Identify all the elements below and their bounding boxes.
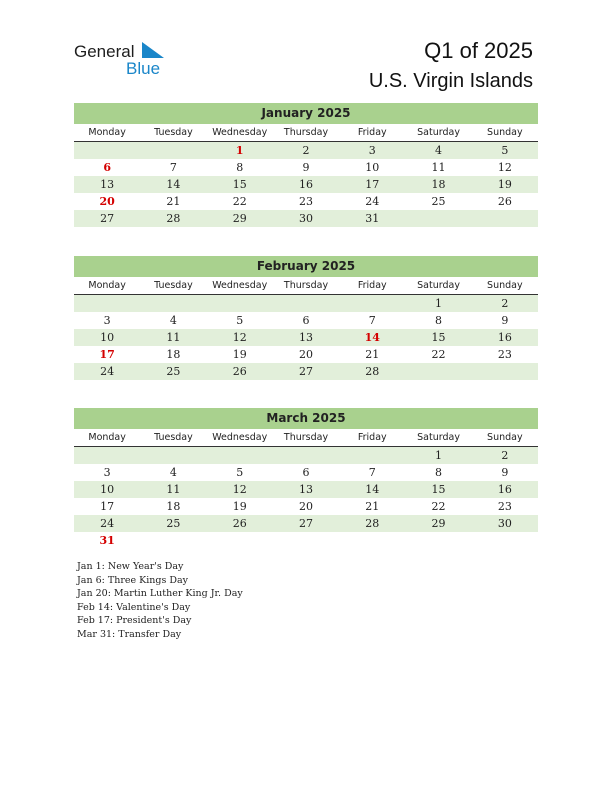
day-cell: 16 — [298, 178, 313, 191]
day-cell: 31 — [99, 534, 115, 547]
weekday-label: Tuesday — [154, 280, 193, 291]
day-cell: 15 — [431, 483, 446, 496]
day-cell: 14 — [365, 483, 380, 496]
day-cell: 15 — [431, 331, 446, 344]
logo — [74, 42, 174, 78]
day-cell: 2 — [501, 449, 509, 462]
day-cell: 25 — [166, 517, 181, 530]
week-row — [74, 193, 538, 210]
weekday-label: Tuesday — [154, 432, 193, 443]
day-cell: 5 — [501, 144, 509, 157]
day-cell: 7 — [169, 161, 177, 174]
week-row — [74, 447, 538, 464]
day-cell: 26 — [232, 517, 247, 530]
month-january — [74, 103, 538, 227]
day-cell: 17 — [100, 500, 115, 513]
weekday-label: Saturday — [417, 280, 460, 291]
week-row — [74, 176, 538, 193]
day-cell: 19 — [497, 178, 512, 191]
week-row — [74, 498, 538, 515]
week-row — [74, 464, 538, 481]
weekday-label: Thursday — [283, 127, 329, 138]
day-cell: 28 — [365, 365, 380, 378]
day-cell: 21 — [365, 348, 380, 361]
month-february — [74, 256, 538, 380]
day-cell: 7 — [368, 314, 376, 327]
day-cell — [140, 295, 206, 312]
week-row — [74, 142, 538, 159]
day-cell: 28 — [166, 212, 181, 225]
day-cell — [472, 532, 538, 549]
day-cell: 8 — [236, 161, 244, 174]
day-cell: 4 — [169, 314, 177, 327]
week-row — [74, 312, 538, 329]
day-cell: 8 — [435, 466, 443, 479]
day-cell: 4 — [435, 144, 443, 157]
day-cell — [207, 295, 273, 312]
day-cell — [140, 447, 206, 464]
day-cell: 22 — [232, 195, 247, 208]
day-cell — [273, 295, 339, 312]
day-cell: 6 — [103, 161, 111, 174]
holiday-item: Jan 1: New Year's Day — [77, 561, 184, 572]
page-subtitle: U.S. Virgin Islands — [368, 70, 533, 92]
day-cell: 23 — [298, 195, 313, 208]
day-cell: 15 — [232, 178, 247, 191]
day-cell — [472, 210, 538, 227]
day-cell: 2 — [501, 297, 509, 310]
day-cell: 3 — [103, 314, 111, 327]
day-cell: 1 — [235, 144, 244, 157]
day-cell: 1 — [435, 297, 443, 310]
page-title: Q1 of 2025 — [424, 38, 533, 63]
day-cell: 25 — [431, 195, 446, 208]
weekday-label: Thursday — [283, 280, 329, 291]
day-cell: 9 — [501, 466, 509, 479]
day-cell: 16 — [497, 331, 512, 344]
month-header: January 2025 — [74, 103, 538, 124]
logo-flag-icon — [142, 42, 164, 60]
weekday-label: Tuesday — [154, 127, 193, 138]
weekday-label: Wednesday — [212, 432, 268, 443]
day-cell: 21 — [365, 500, 380, 513]
day-cell: 30 — [497, 517, 512, 530]
week-row — [74, 210, 538, 227]
day-cell: 11 — [166, 331, 181, 344]
month-march — [74, 408, 538, 549]
day-cell — [405, 532, 471, 549]
weekday-label: Friday — [357, 432, 387, 443]
day-cell: 26 — [232, 365, 247, 378]
week-row — [74, 346, 538, 363]
day-cell: 9 — [501, 314, 509, 327]
week-row — [74, 363, 538, 380]
week-row — [74, 159, 538, 176]
week-row — [74, 515, 538, 532]
weekday-label: Saturday — [417, 432, 460, 443]
day-cell — [207, 532, 273, 549]
day-cell: 16 — [497, 483, 512, 496]
day-cell — [405, 210, 471, 227]
day-cell: 20 — [298, 348, 313, 361]
day-cell: 24 — [100, 517, 115, 530]
holiday-item: Jan 6: Three Kings Day — [77, 574, 189, 586]
day-cell: 29 — [431, 517, 446, 530]
holiday-item: Feb 17: President's Day — [77, 615, 192, 626]
day-cell — [74, 142, 140, 159]
day-cell — [339, 295, 405, 312]
day-cell — [339, 532, 405, 549]
day-cell: 12 — [232, 483, 247, 496]
holiday-item: Mar 31: Transfer Day — [77, 628, 182, 640]
day-cell: 13 — [298, 483, 313, 496]
week-row — [74, 481, 538, 498]
day-cell: 28 — [365, 517, 380, 530]
weekday-label: Wednesday — [212, 280, 268, 291]
weekday-label: Friday — [357, 127, 387, 138]
day-cell — [74, 447, 140, 464]
day-cell: 12 — [497, 161, 512, 174]
day-cell: 3 — [368, 144, 376, 157]
day-cell: 12 — [232, 331, 247, 344]
day-cell: 27 — [298, 365, 313, 378]
week-row — [74, 532, 538, 549]
day-cell: 26 — [497, 195, 512, 208]
weekday-label: Monday — [88, 127, 126, 138]
day-cell — [339, 447, 405, 464]
day-cell — [472, 363, 538, 380]
day-cell: 19 — [232, 500, 247, 513]
day-cell: 18 — [431, 178, 446, 191]
day-cell: 20 — [99, 195, 115, 208]
day-cell: 22 — [431, 500, 446, 513]
day-cell: 22 — [431, 348, 446, 361]
day-cell — [207, 447, 273, 464]
day-cell: 27 — [100, 212, 115, 225]
day-cell: 24 — [365, 195, 380, 208]
day-cell: 31 — [365, 212, 380, 225]
day-cell: 11 — [431, 161, 446, 174]
day-cell — [405, 363, 471, 380]
holiday-list — [77, 560, 243, 641]
day-cell: 17 — [365, 178, 380, 191]
day-cell: 20 — [298, 500, 313, 513]
holiday-item: Jan 20: Martin Luther King Jr. Day — [77, 588, 243, 599]
holiday-item: Feb 14: Valentine's Day — [77, 601, 191, 613]
day-cell: 8 — [435, 314, 443, 327]
day-cell: 25 — [166, 365, 181, 378]
day-cell: 27 — [298, 517, 313, 530]
weekday-label: Sunday — [487, 432, 523, 443]
day-cell: 14 — [364, 331, 380, 344]
day-cell: 10 — [100, 331, 115, 344]
weekday-header-row — [74, 277, 538, 295]
day-cell: 30 — [298, 212, 313, 225]
logo-blue-text: Blue — [126, 59, 161, 78]
day-cell — [273, 532, 339, 549]
day-cell: 1 — [435, 449, 443, 462]
week-row — [74, 329, 538, 346]
day-cell: 9 — [302, 161, 310, 174]
weekday-label: Thursday — [283, 432, 329, 443]
day-cell: 6 — [302, 466, 310, 479]
day-cell: 18 — [166, 348, 181, 361]
day-cell: 29 — [232, 212, 247, 225]
day-cell: 17 — [99, 348, 115, 361]
day-cell — [140, 532, 206, 549]
day-cell: 11 — [166, 483, 181, 496]
day-cell: 7 — [368, 466, 376, 479]
weekday-label: Wednesday — [212, 127, 268, 138]
day-cell: 14 — [166, 178, 181, 191]
day-cell: 5 — [236, 466, 244, 479]
day-cell — [140, 142, 206, 159]
weekday-header-row — [74, 429, 538, 447]
day-cell — [273, 447, 339, 464]
day-cell: 13 — [100, 178, 115, 191]
day-cell: 2 — [302, 144, 310, 157]
day-cell: 4 — [169, 466, 177, 479]
day-cell: 18 — [166, 500, 181, 513]
weekday-label: Saturday — [417, 127, 460, 138]
logo-general-text: General — [74, 42, 135, 61]
day-cell: 23 — [497, 500, 512, 513]
day-cell: 3 — [103, 466, 111, 479]
week-row — [74, 295, 538, 312]
weekday-header-row — [74, 124, 538, 142]
day-cell: 24 — [100, 365, 115, 378]
day-cell: 10 — [100, 483, 115, 496]
day-cell: 21 — [166, 195, 181, 208]
day-cell: 23 — [497, 348, 512, 361]
day-cell: 6 — [302, 314, 310, 327]
weekday-label: Monday — [88, 432, 126, 443]
day-cell: 5 — [236, 314, 244, 327]
weekday-label: Friday — [357, 280, 387, 291]
day-cell: 19 — [232, 348, 247, 361]
weekday-label: Sunday — [487, 127, 523, 138]
day-cell: 13 — [298, 331, 313, 344]
weekday-label: Sunday — [487, 280, 523, 291]
month-header: February 2025 — [74, 256, 538, 277]
month-header: March 2025 — [74, 408, 538, 429]
day-cell: 10 — [365, 161, 380, 174]
day-cell — [74, 295, 140, 312]
weekday-label: Monday — [88, 280, 126, 291]
